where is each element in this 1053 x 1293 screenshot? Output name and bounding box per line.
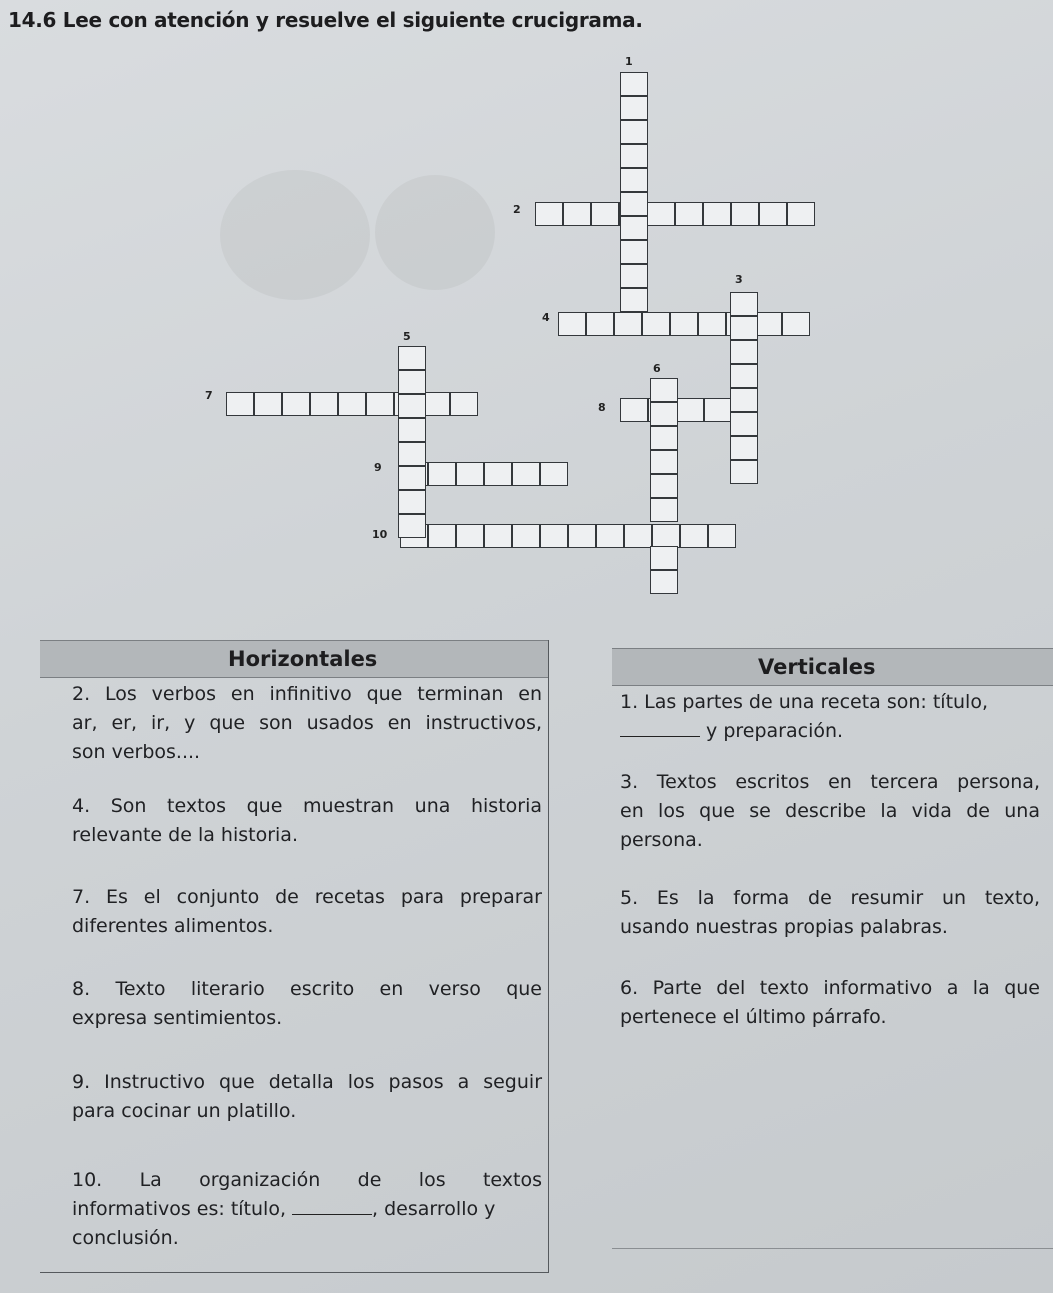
crossword-cell[interactable] <box>398 466 426 490</box>
crossword-cell[interactable] <box>620 144 648 168</box>
clue-number-10: 10 <box>372 528 388 541</box>
crossword-cell[interactable] <box>428 524 456 548</box>
crossword-cell[interactable] <box>540 462 568 486</box>
crossword-cell[interactable] <box>310 392 338 416</box>
crossword-cell[interactable] <box>450 392 478 416</box>
crossword-cell[interactable] <box>703 202 731 226</box>
crossword-cell[interactable] <box>704 398 732 422</box>
crossword-grid <box>0 0 1053 640</box>
clue-number-4: 4 <box>542 311 550 324</box>
crossword-cell[interactable] <box>675 202 703 226</box>
clue-number-7: 7 <box>205 389 213 402</box>
crossword-cell[interactable] <box>620 192 648 216</box>
crossword-cell[interactable] <box>428 462 456 486</box>
crossword-cell[interactable] <box>650 498 678 522</box>
horizontales-heading: Horizontales <box>40 640 548 678</box>
crossword-cell[interactable] <box>670 312 698 336</box>
clue-across-4: 4. Son textos que muestran una historia relevante de la historia. <box>72 795 542 846</box>
crossword-cell[interactable] <box>563 202 591 226</box>
crossword-cell[interactable] <box>620 72 648 96</box>
crossword-cell[interactable] <box>647 202 675 226</box>
crossword-cell[interactable] <box>650 570 678 594</box>
crossword-cell[interactable] <box>650 450 678 474</box>
crossword-cell[interactable] <box>456 462 484 486</box>
crossword-cell[interactable] <box>759 202 787 226</box>
crossword-cell[interactable] <box>730 364 758 388</box>
exercise-title: 14.6 Lee con atención y resuelve el siguiente crucigrama. <box>8 8 643 32</box>
crossword-cell[interactable] <box>620 264 648 288</box>
clue-across-8: 8. Texto literario escrito en verso que expresa sentimientos. <box>72 978 542 1029</box>
crossword-cell[interactable] <box>708 524 736 548</box>
crossword-cell[interactable] <box>620 216 648 240</box>
crossword-cell[interactable] <box>398 394 426 418</box>
crossword-cell[interactable] <box>535 202 563 226</box>
clue-down-1: 1. Las partes de una receta son: título, y preparación. <box>620 691 989 742</box>
clue-across-9: 9. Instructivo que detalla los pasos a seguir para cocinar un platillo. <box>72 1071 542 1122</box>
crossword-cell[interactable] <box>226 392 254 416</box>
clue-down-5: 5. Es la forma de resumir un texto, usando nuestras propias palabras. <box>620 887 1040 938</box>
clue-number-2: 2 <box>513 203 521 216</box>
crossword-cell[interactable] <box>422 392 450 416</box>
crossword-cell[interactable] <box>650 474 678 498</box>
crossword-cell[interactable] <box>398 346 426 370</box>
crossword-cell[interactable] <box>398 514 426 538</box>
crossword-cell[interactable] <box>730 388 758 412</box>
clue-number-9: 9 <box>374 461 382 474</box>
horizontales-panel <box>40 640 549 1273</box>
crossword-cell[interactable] <box>754 312 782 336</box>
crossword-cell[interactable] <box>456 524 484 548</box>
crossword-cell[interactable] <box>568 524 596 548</box>
crossword-cell[interactable] <box>698 312 726 336</box>
clue-number-3: 3 <box>735 273 743 286</box>
crossword-cell[interactable] <box>484 462 512 486</box>
crossword-cell[interactable] <box>366 392 394 416</box>
crossword-cell[interactable] <box>730 292 758 316</box>
crossword-cell[interactable] <box>730 340 758 364</box>
clue-down-6: 6. Parte del texto informativo a la que pertenece el último párrafo. <box>620 977 1040 1028</box>
clue-number-8: 8 <box>598 401 606 414</box>
crossword-cell[interactable] <box>620 168 648 192</box>
crossword-cell[interactable] <box>650 546 678 570</box>
answer-blank <box>620 720 700 737</box>
crossword-cell[interactable] <box>398 418 426 442</box>
crossword-cell[interactable] <box>398 370 426 394</box>
crossword-cell[interactable] <box>650 426 678 450</box>
crossword-cell[interactable] <box>614 312 642 336</box>
crossword-cell[interactable] <box>730 460 758 484</box>
clue-across-7: 7. Es el conjunto de recetas para preparar diferentes alimentos. <box>72 886 542 937</box>
crossword-cell[interactable] <box>620 288 648 312</box>
crossword-cell[interactable] <box>586 312 614 336</box>
crossword-cell[interactable] <box>787 202 815 226</box>
answer-blank <box>292 1198 372 1215</box>
crossword-cell[interactable] <box>782 312 810 336</box>
crossword-cell[interactable] <box>642 312 670 336</box>
clue-number-5: 5 <box>403 330 411 343</box>
clue-number-1: 1 <box>625 55 633 68</box>
crossword-cell[interactable] <box>282 392 310 416</box>
crossword-cell[interactable] <box>596 524 624 548</box>
crossword-cell[interactable] <box>731 202 759 226</box>
clue-across-10: 10. La organización de los textos informativos es: título, , desarrollo y conclusión. <box>72 1169 542 1249</box>
crossword-cell[interactable] <box>254 392 282 416</box>
crossword-cell[interactable] <box>730 316 758 340</box>
crossword-cell[interactable] <box>558 312 586 336</box>
crossword-cell[interactable] <box>730 412 758 436</box>
clue-across-2: 2. Los verbos en infinitivo que terminan en ar, er, ir, y que son usados en instructivos, son verbos.... <box>72 683 542 763</box>
clue-down-3: 3. Textos escritos en tercera persona, en los que se describe la vida de una persona. <box>620 771 1040 851</box>
verticales-panel <box>612 648 1053 1249</box>
crossword-cell[interactable] <box>512 462 540 486</box>
clue-number-6: 6 <box>653 362 661 375</box>
crossword-cell[interactable] <box>591 202 619 226</box>
verticales-heading: Verticales <box>612 648 1053 686</box>
crossword-cell[interactable] <box>398 442 426 466</box>
crossword-cell[interactable] <box>540 524 568 548</box>
crossword-cell[interactable] <box>624 524 652 548</box>
crossword-cell[interactable] <box>650 378 678 402</box>
crossword-cell[interactable] <box>512 524 540 548</box>
crossword-cell[interactable] <box>484 524 512 548</box>
crossword-cell[interactable] <box>620 120 648 144</box>
crossword-cell[interactable] <box>398 490 426 514</box>
crossword-cell[interactable] <box>620 96 648 120</box>
crossword-cell[interactable] <box>650 402 678 426</box>
crossword-cell[interactable] <box>620 398 648 422</box>
crossword-cell[interactable] <box>676 398 704 422</box>
crossword-cell[interactable] <box>652 524 680 548</box>
crossword-cell[interactable] <box>730 436 758 460</box>
crossword-cell[interactable] <box>680 524 708 548</box>
crossword-cell[interactable] <box>620 240 648 264</box>
crossword-cell[interactable] <box>338 392 366 416</box>
